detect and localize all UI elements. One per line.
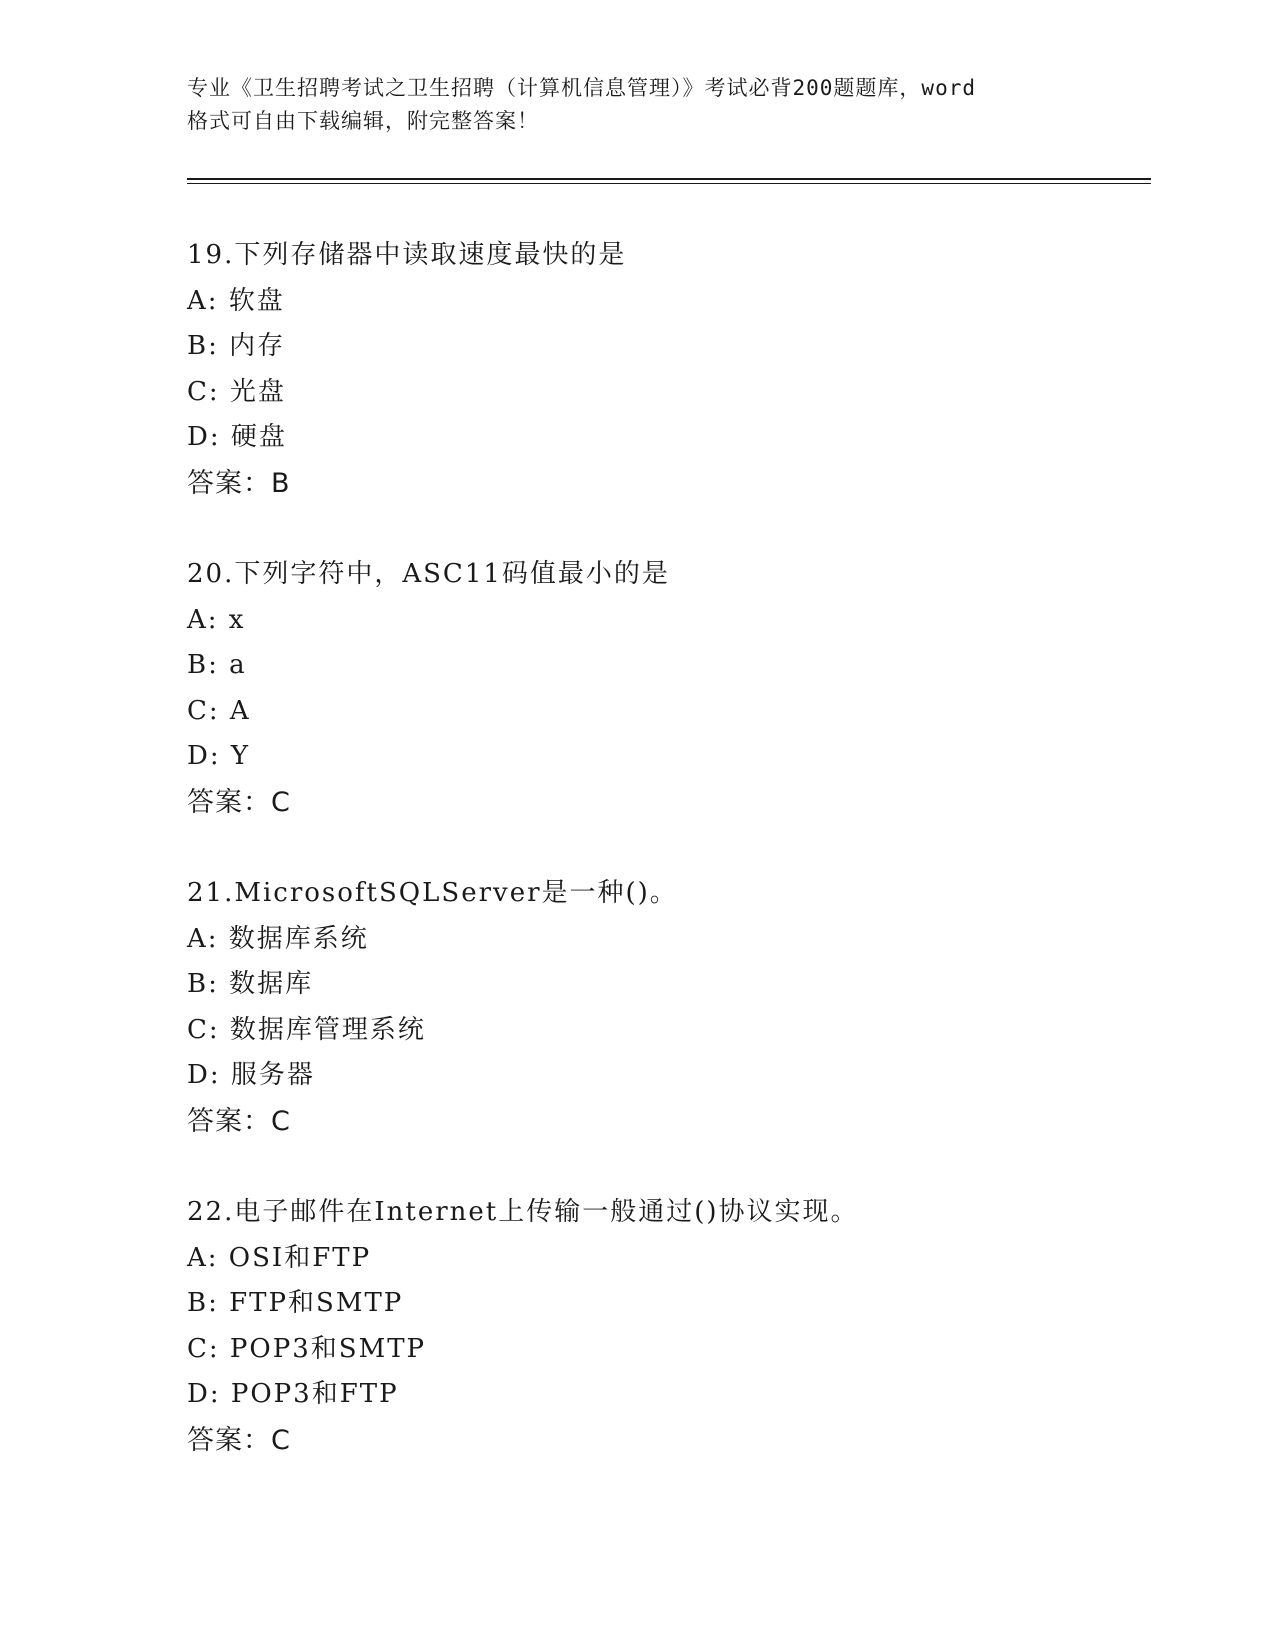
option-d: D: POP3和FTP: [187, 1379, 399, 1409]
answer-line: 答案：B: [187, 467, 291, 499]
question-stem: 19.下列存储器中读取速度最快的是: [187, 240, 627, 270]
option-c: C: POP3和SMTP: [187, 1333, 427, 1364]
question-block: [187, 233, 1147, 506]
option-c: C: A: [187, 695, 251, 726]
option-d: D: 硬盘: [187, 422, 287, 452]
question-block: [187, 552, 1147, 825]
option-b: B: FTP和SMTP: [187, 1288, 404, 1318]
option-b: B: a: [187, 650, 247, 680]
question-block: [187, 871, 1147, 1144]
option-a: A: 数据库系统: [187, 923, 369, 954]
question-stem: 22.电子邮件在Internet上传输一般通过()协议实现。: [187, 1197, 859, 1227]
option-a: A: x: [187, 604, 246, 635]
answer-line: 答案：C: [187, 786, 291, 818]
document-header: [187, 72, 1087, 138]
option-a: A: OSI和FTP: [187, 1242, 372, 1273]
answer-line: 答案：C: [187, 1424, 291, 1456]
header-line-2: 格式可自由下载编辑，附完整答案！: [187, 109, 539, 133]
option-b: B: 数据库: [187, 969, 314, 999]
option-c: C: 数据库管理系统: [187, 1014, 426, 1045]
option-d: D: 服务器: [187, 1060, 315, 1090]
option-a: A: 软盘: [187, 285, 285, 316]
option-c: C: 光盘: [187, 376, 286, 407]
header-divider-thick: [187, 178, 1151, 180]
header-divider-thin: [187, 183, 1151, 184]
question-stem: 20.下列字符中，ASC11码值最小的是: [187, 559, 670, 589]
question-stem: 21.MicrosoftSQLServer是一种()。: [187, 878, 678, 908]
question-block: [187, 1190, 1147, 1463]
header-line-1: 专业《卫生招聘考试之卫生招聘（计算机信息管理）》考试必背200题题库，word: [187, 76, 976, 100]
option-b: B: 内存: [187, 331, 286, 361]
answer-line: 答案：C: [187, 1105, 291, 1137]
option-d: D: Y: [187, 741, 251, 771]
